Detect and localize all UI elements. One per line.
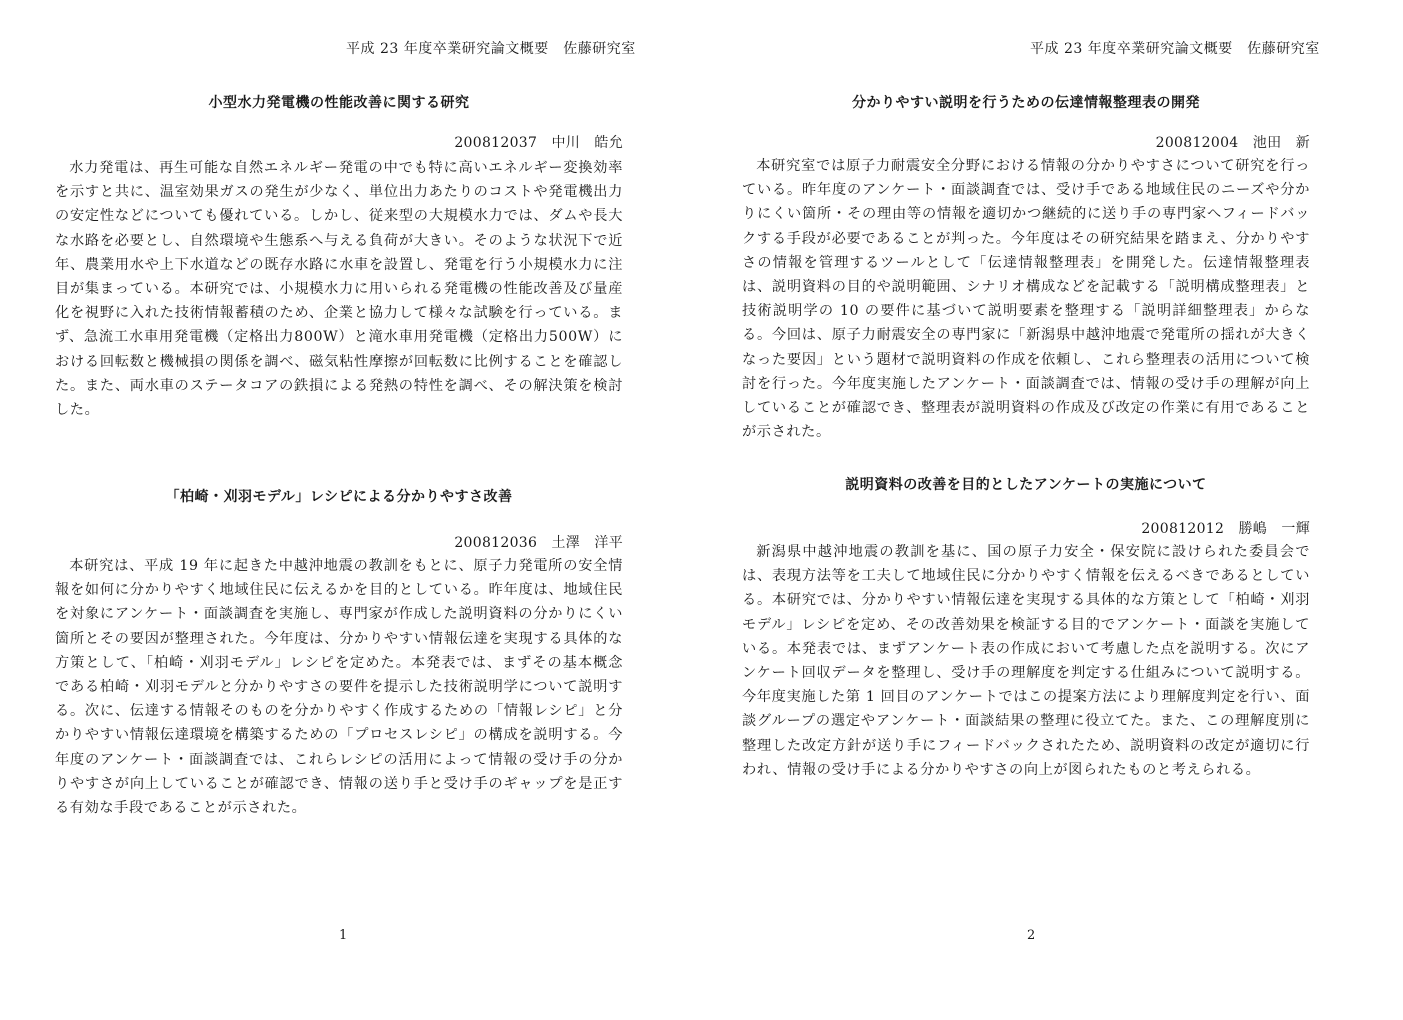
abstract-body: 本研究室では原子力耐震安全分野における情報の分かりやすさについて研究を行っている。昨年度のアンケート・面談調査では、受け手である地域住民のニーズや分かりにくい箇所・その理由等の情報を適切かつ継続的に送り手の専門家へフィードバックする手段が必要であることが判った。今年度はその研究結果を踏まえ、分かりやすさの情報を管理するツールとして「伝達情報整理表」を開発した。伝達情報整理表は、説明資料の目的や説明範囲、シナリオ構成などを記載する「説明構成整理表」と技術説明学の 10 の要件に基づいて説明要素を整理する「説明詳細整理表」からなる。今回は、原子力耐震安全の専門家に「新潟県中越沖地震で発電所の揺れが大きくなった要因」という題材で説明資料の作成を依頼し、これら整理表の活用について検討を行った。今年度実施したアンケート・面談調査では、情報の受け手の理解が向上していることが確認でき、整理表が説明資料の作成及び改定の作業に有用であることが示された。 bbox=[742, 158, 1310, 441]
page-header: 平成 23 年度卒業研究論文概要 佐藤研究室 bbox=[346, 41, 636, 57]
abstract bbox=[55, 486, 623, 820]
abstract-title: 分かりやすい説明を行うための伝達情報整理表の開発 bbox=[852, 95, 1200, 111]
abstract-author: 200812036 土澤 洋平 bbox=[454, 535, 623, 551]
abstract-title: 「柏崎・刈羽モデル」レシピによる分かりやすさ改善 bbox=[165, 489, 513, 505]
abstract-author: 200812004 池田 新 bbox=[1155, 135, 1310, 151]
abstract-title: 小型水力発電機の性能改善に関する研究 bbox=[208, 95, 470, 111]
abstract-author: 200812012 勝嶋 一輝 bbox=[1141, 521, 1310, 537]
abstract-body: 新潟県中越沖地震の教訓を基に、国の原子力安全・保安院に設けられた委員会では、表現方法等を工夫して地域住民に分かりやすく情報を伝えるべきであるとしている。本研究では、分かりやすい情報伝達を実現する具体的な方策として「柏崎・刈羽モデル」レシピを定め、その改善効果を検証する目的でアンケート・面談を実施している。本発表では、まずアンケート表の作成において考慮した点を説明する。次にアンケート回収データを整理し、受け手の理解度を判定する仕組みについて説明する。今年度実施した第 1 回目のアンケートではこの提案方法により理解度判定を行い、面談グループの選定やアンケート・面談結果の整理に役立てた。また、この理解度別に整理した改定方針が送り手にフィードバックされたため、説明資料の改定が適切に行われ、情報の受け手による分かりやすさの向上が図られたものと考えられる。 bbox=[742, 544, 1310, 778]
abstract bbox=[55, 92, 623, 422]
abstract-author: 200812037 中川 皓允 bbox=[454, 135, 623, 151]
page-2 bbox=[702, 0, 1402, 1020]
abstract-body: 本研究は、平成 19 年に起きた中越沖地震の教訓をもとに、原子力発電所の安全情報を如何に分かりやすく地域住民に伝えるかを目的としている。昨年度は、地域住民を対象にアンケート・面談調査を実施し、専門家が作成した説明資料の分かりにくい箇所とその要因が整理された。今年度は、分かりやすい情報伝達を実現する具体的な方策として、「柏崎・刈羽モデル」レシピを定めた。本発表では、まずその基本概念である柏崎・刈羽モデルと分かりやすさの要件を提示した技術説明学について説明する。次に、伝達する情報そのものを分かりやすく作成するための「情報レシピ」と分かりやすい情報伝達環境を構築するための「プロセスレシピ」の構成を説明する。今年度のアンケート・面談調査では、これらレシピの活用によって情報の受け手の分かりやすさが向上していることが確認でき、情報の送り手と受け手のギャップを是正する有効な手段であることが示された。 bbox=[55, 558, 623, 817]
abstract bbox=[742, 92, 1310, 444]
page-number: 2 bbox=[1027, 928, 1036, 943]
abstract bbox=[742, 474, 1310, 782]
page-number: 1 bbox=[339, 928, 348, 943]
page-header: 平成 23 年度卒業研究論文概要 佐藤研究室 bbox=[1030, 41, 1320, 57]
page-1 bbox=[0, 0, 700, 1020]
abstract-title: 説明資料の改善を目的としたアンケートの実施について bbox=[845, 477, 1207, 493]
abstract-body: 水力発電は、再生可能な自然エネルギー発電の中でも特に高いエネルギー変換効率を示すと共に、温室効果ガスの発生が少なく、単位出力あたりのコストや発電機出力の安定性などについても優れている。しかし、従来型の大規模水力では、ダムや長大な水路を必要とし、自然環境や生態系へ与える負荷が大きい。そのような状況下で近年、農業用水や上下水道などの既存水路に水車を設置し、発電を行う小規模水力に注目が集まっている。本研究では、小規模水力に用いられる発電機の性能改善及び量産化を視野に入れた技術情報蓄積のため、企業と協力して様々な試験を行っている。まず、急流工水車用発電機（定格出力800W）と滝水車用発電機（定格出力500W）における回転数と機械損の関係を調べ、磁気粘性摩擦が回転数に比例することを確認した。また、両水車のステータコアの鉄損による発熱の特性を調べ、その解決策を検討した。 bbox=[55, 160, 623, 419]
